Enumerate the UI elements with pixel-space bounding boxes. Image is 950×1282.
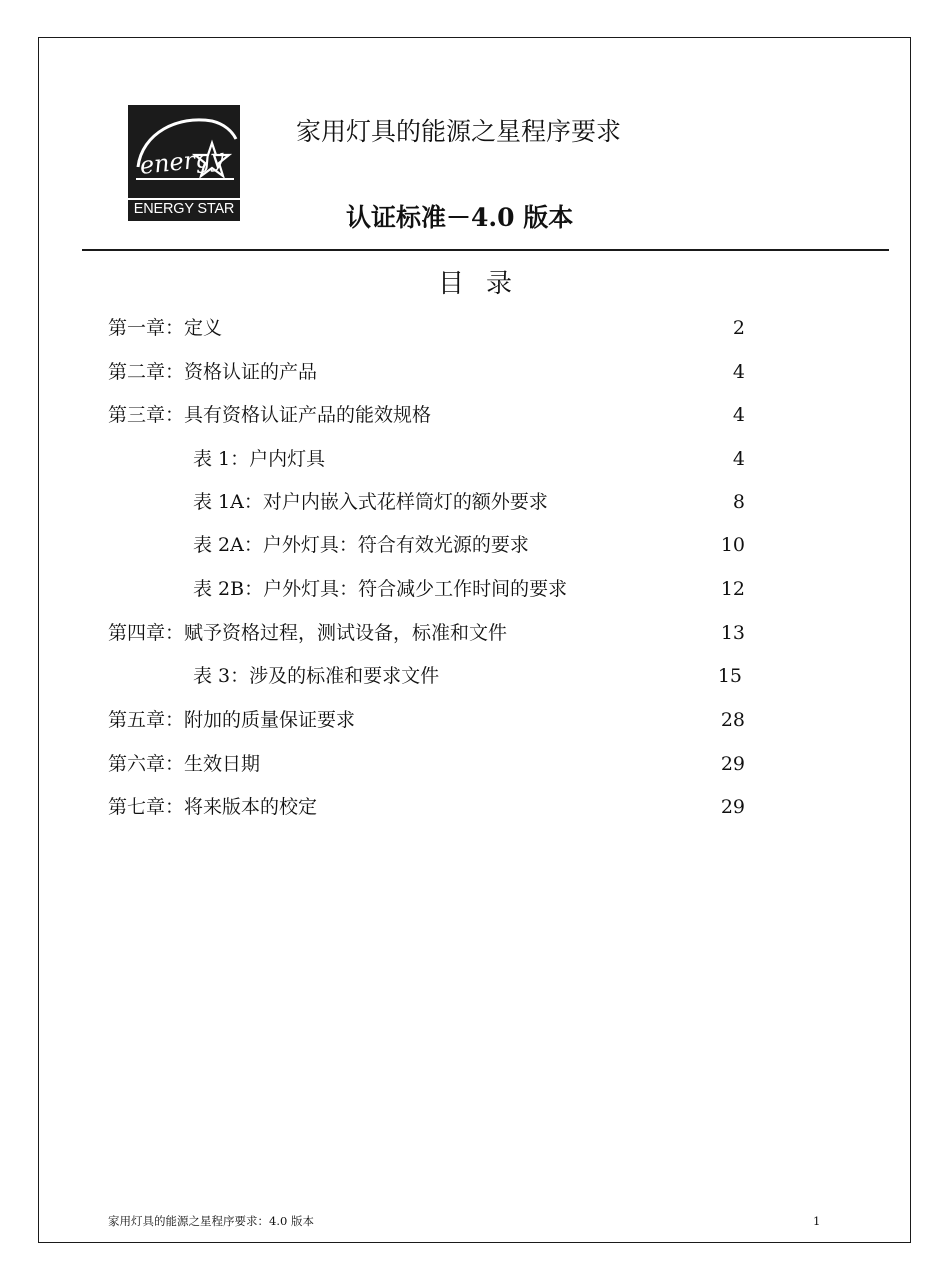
toc-entry-label: 第二章：资格认证的产品: [108, 361, 318, 383]
toc-entry-label: 第一章：定义: [108, 317, 223, 339]
toc-entry[interactable]: [0, 313, 950, 343]
footer-text: 家用灯具的能源之星程序要求：4.0 版本: [108, 1214, 314, 1228]
toc-entry-label: 表 3：涉及的标准和要求文件: [193, 665, 440, 687]
toc-entry[interactable]: [0, 487, 950, 517]
toc-entry-page: 29: [720, 796, 745, 818]
toc-entry-label: 表 1A：对户内嵌入式花样筒灯的额外要求: [193, 491, 548, 513]
toc-entry-label: 第四章：赋予资格过程，测试设备，标准和文件: [108, 622, 508, 644]
logo-script-text: energy: [138, 143, 226, 180]
toc-entry-page: 15: [717, 665, 742, 687]
energy-star-swoosh-icon: [128, 105, 240, 201]
toc-entry-label: 表 2B：户外灯具：符合减少工作时间的要求: [193, 578, 568, 600]
toc-entry-label: 表 2A：户外灯具：符合有效光源的要求: [193, 534, 529, 556]
toc-entry[interactable]: [0, 792, 950, 822]
toc-entry[interactable]: [0, 357, 950, 387]
subtitle-prefix: 认证标准－: [346, 203, 472, 232]
toc-entry-page: 12: [720, 578, 745, 600]
subtitle-version: 4.0: [471, 203, 515, 232]
toc-entry[interactable]: [0, 574, 950, 604]
toc-heading: [0, 264, 950, 304]
header-divider: [82, 249, 889, 251]
energy-star-logo: [128, 105, 240, 221]
toc-entry-page: 10: [720, 534, 745, 556]
toc-entry-page: 29: [720, 753, 745, 775]
toc-entry-page: 2: [732, 317, 745, 339]
subtitle-suffix: 版本: [514, 203, 574, 232]
toc-entry-label: 第三章：具有资格认证产品的能效规格: [108, 404, 432, 426]
toc-entry-page: 4: [732, 448, 745, 470]
toc-entry-page: 13: [720, 622, 745, 644]
toc-entry[interactable]: [0, 618, 950, 648]
document-title: 家用灯具的能源之星程序要求: [296, 117, 622, 146]
toc-entry-label: 第六章：生效日期: [108, 753, 261, 775]
toc-entry-label: 第五章：附加的质量保证要求: [108, 709, 356, 731]
toc-entry[interactable]: [0, 400, 950, 430]
toc-entry[interactable]: [0, 661, 950, 691]
toc-entry[interactable]: [0, 749, 950, 779]
toc-entry[interactable]: [0, 444, 950, 474]
toc-entry-page: 28: [720, 709, 745, 731]
toc-entry-label: 第七章：将来版本的校定: [108, 796, 318, 818]
toc-heading-part2: 录: [486, 269, 513, 299]
toc-entry[interactable]: [0, 705, 950, 735]
toc-entry-page: 4: [732, 404, 745, 426]
logo-caption: ENERGY STAR: [133, 201, 235, 217]
toc-heading-part1: 目: [437, 269, 464, 299]
toc-entry-page: 8: [732, 491, 745, 513]
toc-entry-page: 4: [732, 361, 745, 383]
toc-entry-label: 表 1：户内灯具: [193, 448, 326, 470]
document-subtitle: [346, 198, 573, 238]
footer-page-number: 1: [813, 1214, 821, 1228]
toc-entry[interactable]: [0, 530, 950, 560]
